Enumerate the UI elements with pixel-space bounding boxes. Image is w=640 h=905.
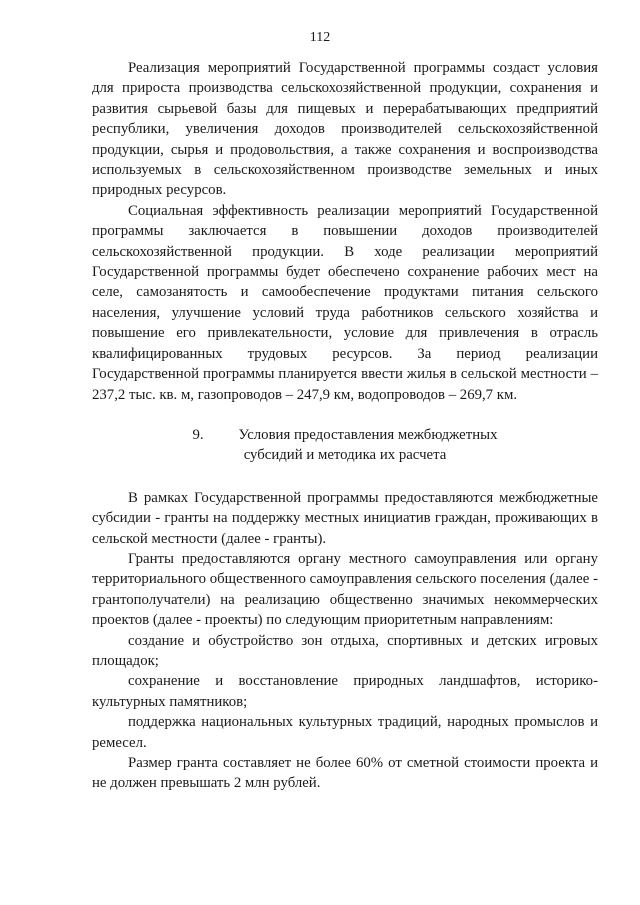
page-number: 112 (309, 30, 331, 45)
document-body (92, 58, 598, 794)
list-item-recreation-zones: создание и обустройство зон отдыха, спортивных и детских игровых площадок; (92, 632, 598, 669)
list-item-traditions: поддержка национальных культурных традиций, народных промыслов и ремесел. (92, 714, 598, 751)
section-title-line1: Условия предоставления межбюджетных (238, 426, 498, 443)
section-title-line2: субсидий и методика их расчета (243, 447, 447, 464)
paragraph-grant-size: Размер гранта составляет не более 60% от сметной стоимости проекта и не должен превышать 2 млн рублей. (92, 755, 598, 792)
paragraph-grants-intro: В рамках Государственной программы предоставляются межбюджетные субсидии - гранты на поддержку местных инициатив граждан, проживающих в сельской местности (далее - гранты). (92, 489, 598, 547)
section-heading (92, 425, 598, 466)
list-item-landscapes: сохранение и восстановление природных ландшафтов, историко-культурных памятников; (92, 673, 598, 710)
paragraph-social-efficiency: Социальная эффективность реализации мероприятий Государственной программы заключается в повышении доходов производителей сельскохозяйственной продукции. В ходе реализации мероприятий Государственной программы будет обеспечено сохранение рабочих мест на селе, самозанятость и самообеспечение продуктами питания сельского населения, улучшение условий труда работников сельского хозяйства и повышение его привлекательности, условие для привлечения в отрасль квалифицированных трудовых ресурсов. За период реализации Государственной программы планируется ввести жилья в сельской местности – 237,2 тыс. кв. м, газопроводов – 247,9 км, водопроводов – 269,7 км. (92, 202, 598, 403)
section-number: 9. (192, 426, 204, 443)
paragraph-program-conditions: Реализация мероприятий Государственной программы создаст условия для прироста производства сельскохозяйственной продукции, сохранения и развития сырьевой базы для пищевых и перерабатывающих предприятий республики, увеличения доходов производителей сельскохозяйственной продукции, сырья и продовольствия, а также сохранения и воспроизводства используемых в сельскохозяйственном производстве земельных и иных природных ресурсов. (92, 60, 598, 199)
paragraph-grant-recipients: Гранты предоставляются органу местного самоуправления или органу территориального общественного самоуправления сельского поселения (далее - грантополучатели) на реализацию общественно значимых некоммерческих проектов (далее - проекты) по следующим приоритетным направлениям: (92, 550, 598, 629)
